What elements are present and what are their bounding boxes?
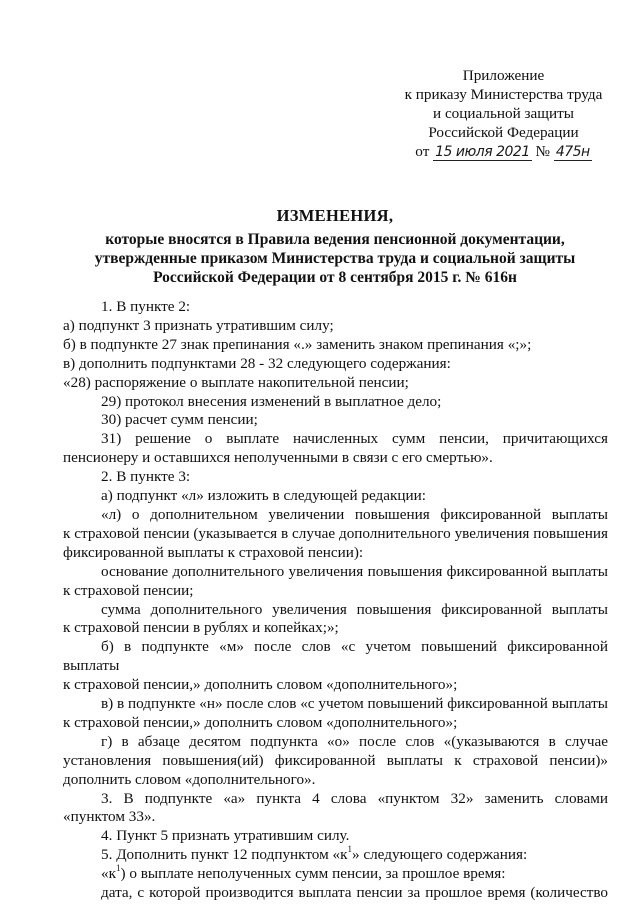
superscript: 1 [347, 844, 352, 855]
paragraph: 4. Пункт 5 признать утратившим силу. [101, 827, 350, 845]
paragraph-line: 3. В подпункте «а» пункта 4 слова «пунктом 32» заменить словами [101, 789, 608, 807]
paragraph-line: дата, с которой производится выплата пенсии за прошлое время (количество [101, 884, 608, 902]
paragraph: б) в подпункте 27 знак препинания «.» заменить знаком препинания «;»; [63, 335, 532, 353]
title-line: Российской Федерации от 8 сентября 2015 г. № 616н [153, 269, 517, 286]
title-line: которые вносятся в Правила ведения пенсионной документации, [105, 231, 565, 248]
text-segment: » следующего содержания: [351, 846, 528, 864]
paragraph [63, 846, 608, 865]
paragraph-line: к страховой пенсии в рублях и копейках;»; [63, 619, 339, 637]
paragraph-line: г) в абзаце десятом подпункта «о» после слов «(указываются в случае [101, 732, 608, 750]
paragraph-line: пенсионеру и оставшихся неполученными в связи с его смертью». [63, 449, 493, 467]
paragraph-line: «л) о дополнительном увеличении повышения фиксированной выплаты [101, 505, 608, 523]
paragraph: «28) распоряжение о выплате накопительной пенсии; [63, 373, 409, 391]
text-segment: 5. Дополнить пункт 12 подпунктом «к [101, 846, 348, 864]
from-label: от [415, 143, 430, 160]
paragraph-line: 31) решение о выплате начисленных сумм пенсии, причитающихся [101, 430, 608, 448]
paragraph: а) подпункт 3 признать утратившим силу; [63, 316, 334, 334]
paragraph: в) дополнить подпунктами 28 - 32 следующего содержания: [63, 354, 451, 372]
paragraph-line: основание дополнительного увеличения повышения фиксированной выплаты [101, 562, 608, 580]
paragraph-line: дополнить словом «дополнительного». [63, 770, 316, 788]
paragraph-line: фиксированной выплаты к страховой пенсии): [63, 543, 364, 561]
handwritten-date: 15 июля 2021 [435, 144, 530, 160]
appendix-line: Приложение [462, 67, 545, 84]
appendix-line: и социальной защиты [433, 105, 574, 122]
paragraph-line: к страховой пенсии,» дополнить словом «дополнительного»; [63, 713, 458, 731]
superscript: 1 [115, 863, 121, 874]
paragraph: 30) расчет сумм пенсии; [101, 411, 258, 429]
number-label: № [535, 143, 551, 160]
document-body [63, 298, 608, 903]
paragraph-line: к страховой пенсии; [63, 581, 194, 599]
appendix-header [396, 66, 611, 162]
order-date-number [396, 142, 611, 162]
paragraph-line: к страховой пенсии,» дополнить словом «дополнительного»; [63, 676, 458, 694]
paragraph-line: установления повышения(ий) фиксированной выплаты к страховой пенсии)» [63, 751, 608, 769]
paragraph-line: к страховой пенсии (указывается в случае дополнительного увеличения повышения [63, 524, 608, 542]
paragraph-line: «пунктом 33». [63, 808, 156, 826]
paragraph: 2. В пункте 3: [101, 468, 191, 486]
appendix-line: к приказу Министерства труда [404, 86, 603, 103]
paragraph-line: сумма дополнительного увеличения повышения фиксированной выплаты [101, 600, 608, 618]
paragraph-line: в) в подпункте «н» после слов «с учетом повышений фиксированной выплаты [101, 695, 608, 713]
paragraph-line: б) в подпункте «м» после слов «с учетом повышений фиксированной выплаты [63, 638, 608, 675]
paragraph: а) подпункт «л» изложить в следующей редакции: [101, 487, 426, 505]
title-line: утвержденные приказом Министерства труда и социальной защиты [94, 250, 576, 267]
appendix-line: Российской Федерации [428, 124, 579, 141]
paragraph: 29) протокол внесения изменений в выплатное дело; [101, 392, 442, 410]
text-segment: «к [101, 865, 116, 883]
handwritten-number: 475н [555, 144, 590, 160]
paragraph: 1. В пункте 2: [101, 298, 191, 315]
title-main: ИЗМЕНЕНИЯ, [276, 206, 394, 225]
text-segment: ) о выплате неполученных сумм пенсии, за прошлое время: [120, 865, 506, 883]
paragraph [63, 865, 608, 884]
document-title [60, 206, 610, 287]
